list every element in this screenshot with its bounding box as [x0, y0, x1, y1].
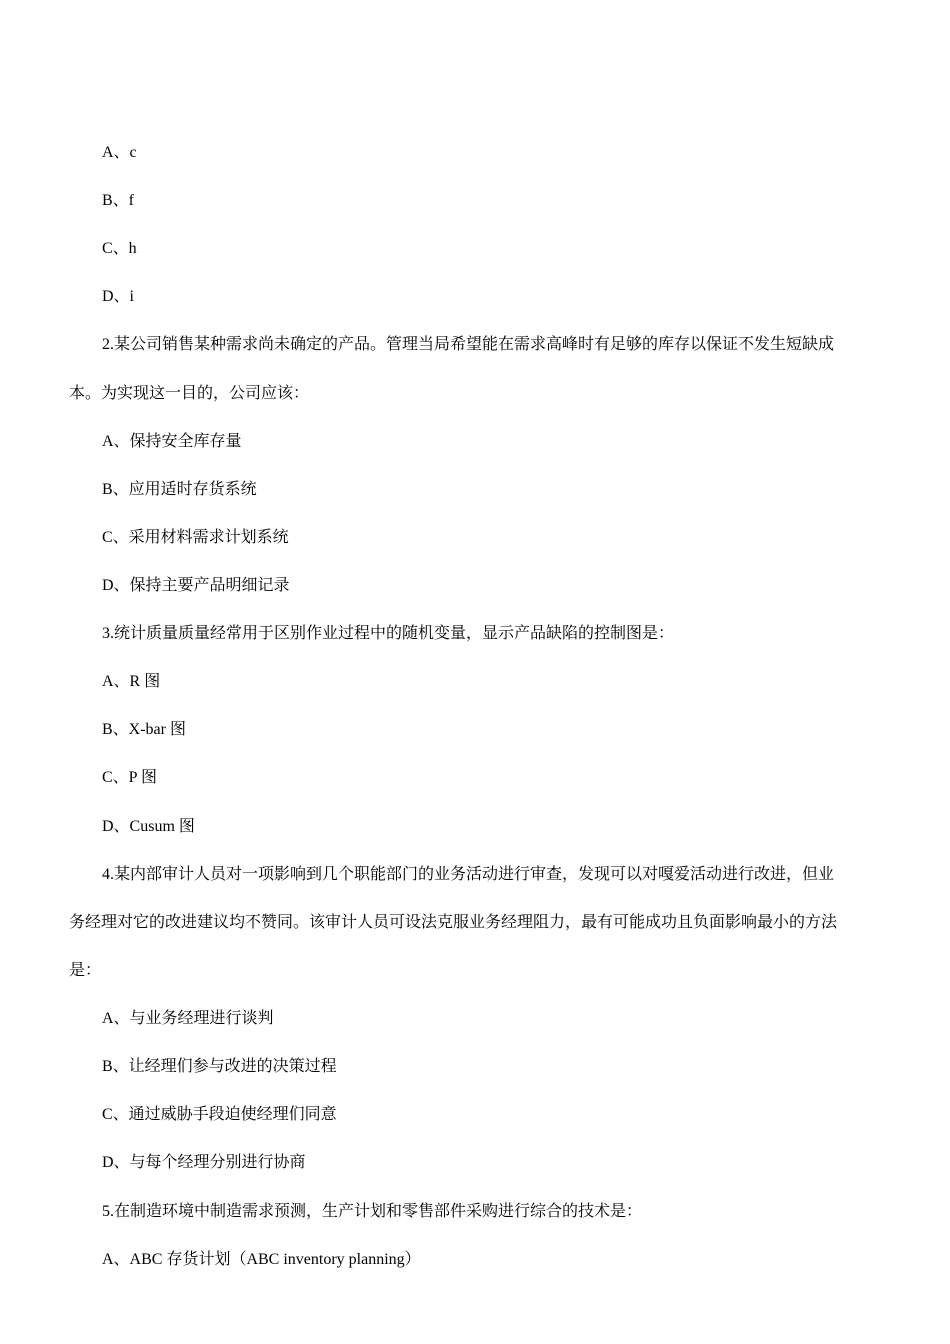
q4-option-d: D、与每个经理分别进行协商 [102, 1154, 306, 1171]
q4-option-b: B、让经理们参与改进的决策过程 [102, 1058, 337, 1075]
q2-option-c: C、采用材料需求计划系统 [102, 529, 289, 546]
q3-option-a: A、R 图 [102, 673, 161, 690]
q3-option-b: B、X-bar 图 [102, 721, 186, 738]
q2-stem-line-1: 2.某公司销售某种需求尚未确定的产品。管理当局希望能在需求高峰时有足够的库存以保证不发生短缺成 [102, 336, 835, 353]
q3-option-d: D、Cusum 图 [102, 818, 195, 835]
q4-stem-line-2: 务经理对它的改进建议均不赞同。该审计人员可设法克服业务经理阻力，最有可能成功且负面影响最小的方法 [69, 914, 838, 931]
q4-option-a: A、与业务经理进行谈判 [102, 1010, 274, 1027]
q3-stem-line-1: 3.统计质量质量经常用于区别作业过程中的随机变量，显示产品缺陷的控制图是： [102, 625, 675, 642]
q3-option-c: C、P 图 [102, 769, 157, 786]
q2-option-b: B、应用适时存货系统 [102, 481, 257, 498]
q2-option-d: D、保持主要产品明细记录 [102, 577, 290, 594]
q4-stem-line-3: 是： [69, 962, 102, 979]
q1-option-d: D、i [102, 288, 135, 305]
q4-option-c: C、通过威胁手段迫使经理们同意 [102, 1106, 337, 1123]
q5-option-a: A、ABC 存货计划（ABC inventory planning） [102, 1251, 421, 1268]
q1-option-a: A、c [102, 144, 137, 161]
q1-option-b: B、f [102, 192, 135, 209]
q4-stem-line-1: 4.某内部审计人员对一项影响到几个职能部门的业务活动进行审查，发现可以对嘎爱活动进行改进，但业 [102, 866, 835, 883]
q2-stem-line-2: 本。为实现这一目的，公司应该： [69, 385, 310, 402]
q2-option-a: A、保持安全库存量 [102, 433, 242, 450]
q5-stem-line-1: 5.在制造环境中制造需求预测，生产计划和零售部件采购进行综合的技术是： [102, 1203, 643, 1220]
q1-option-c: C、h [102, 240, 137, 257]
